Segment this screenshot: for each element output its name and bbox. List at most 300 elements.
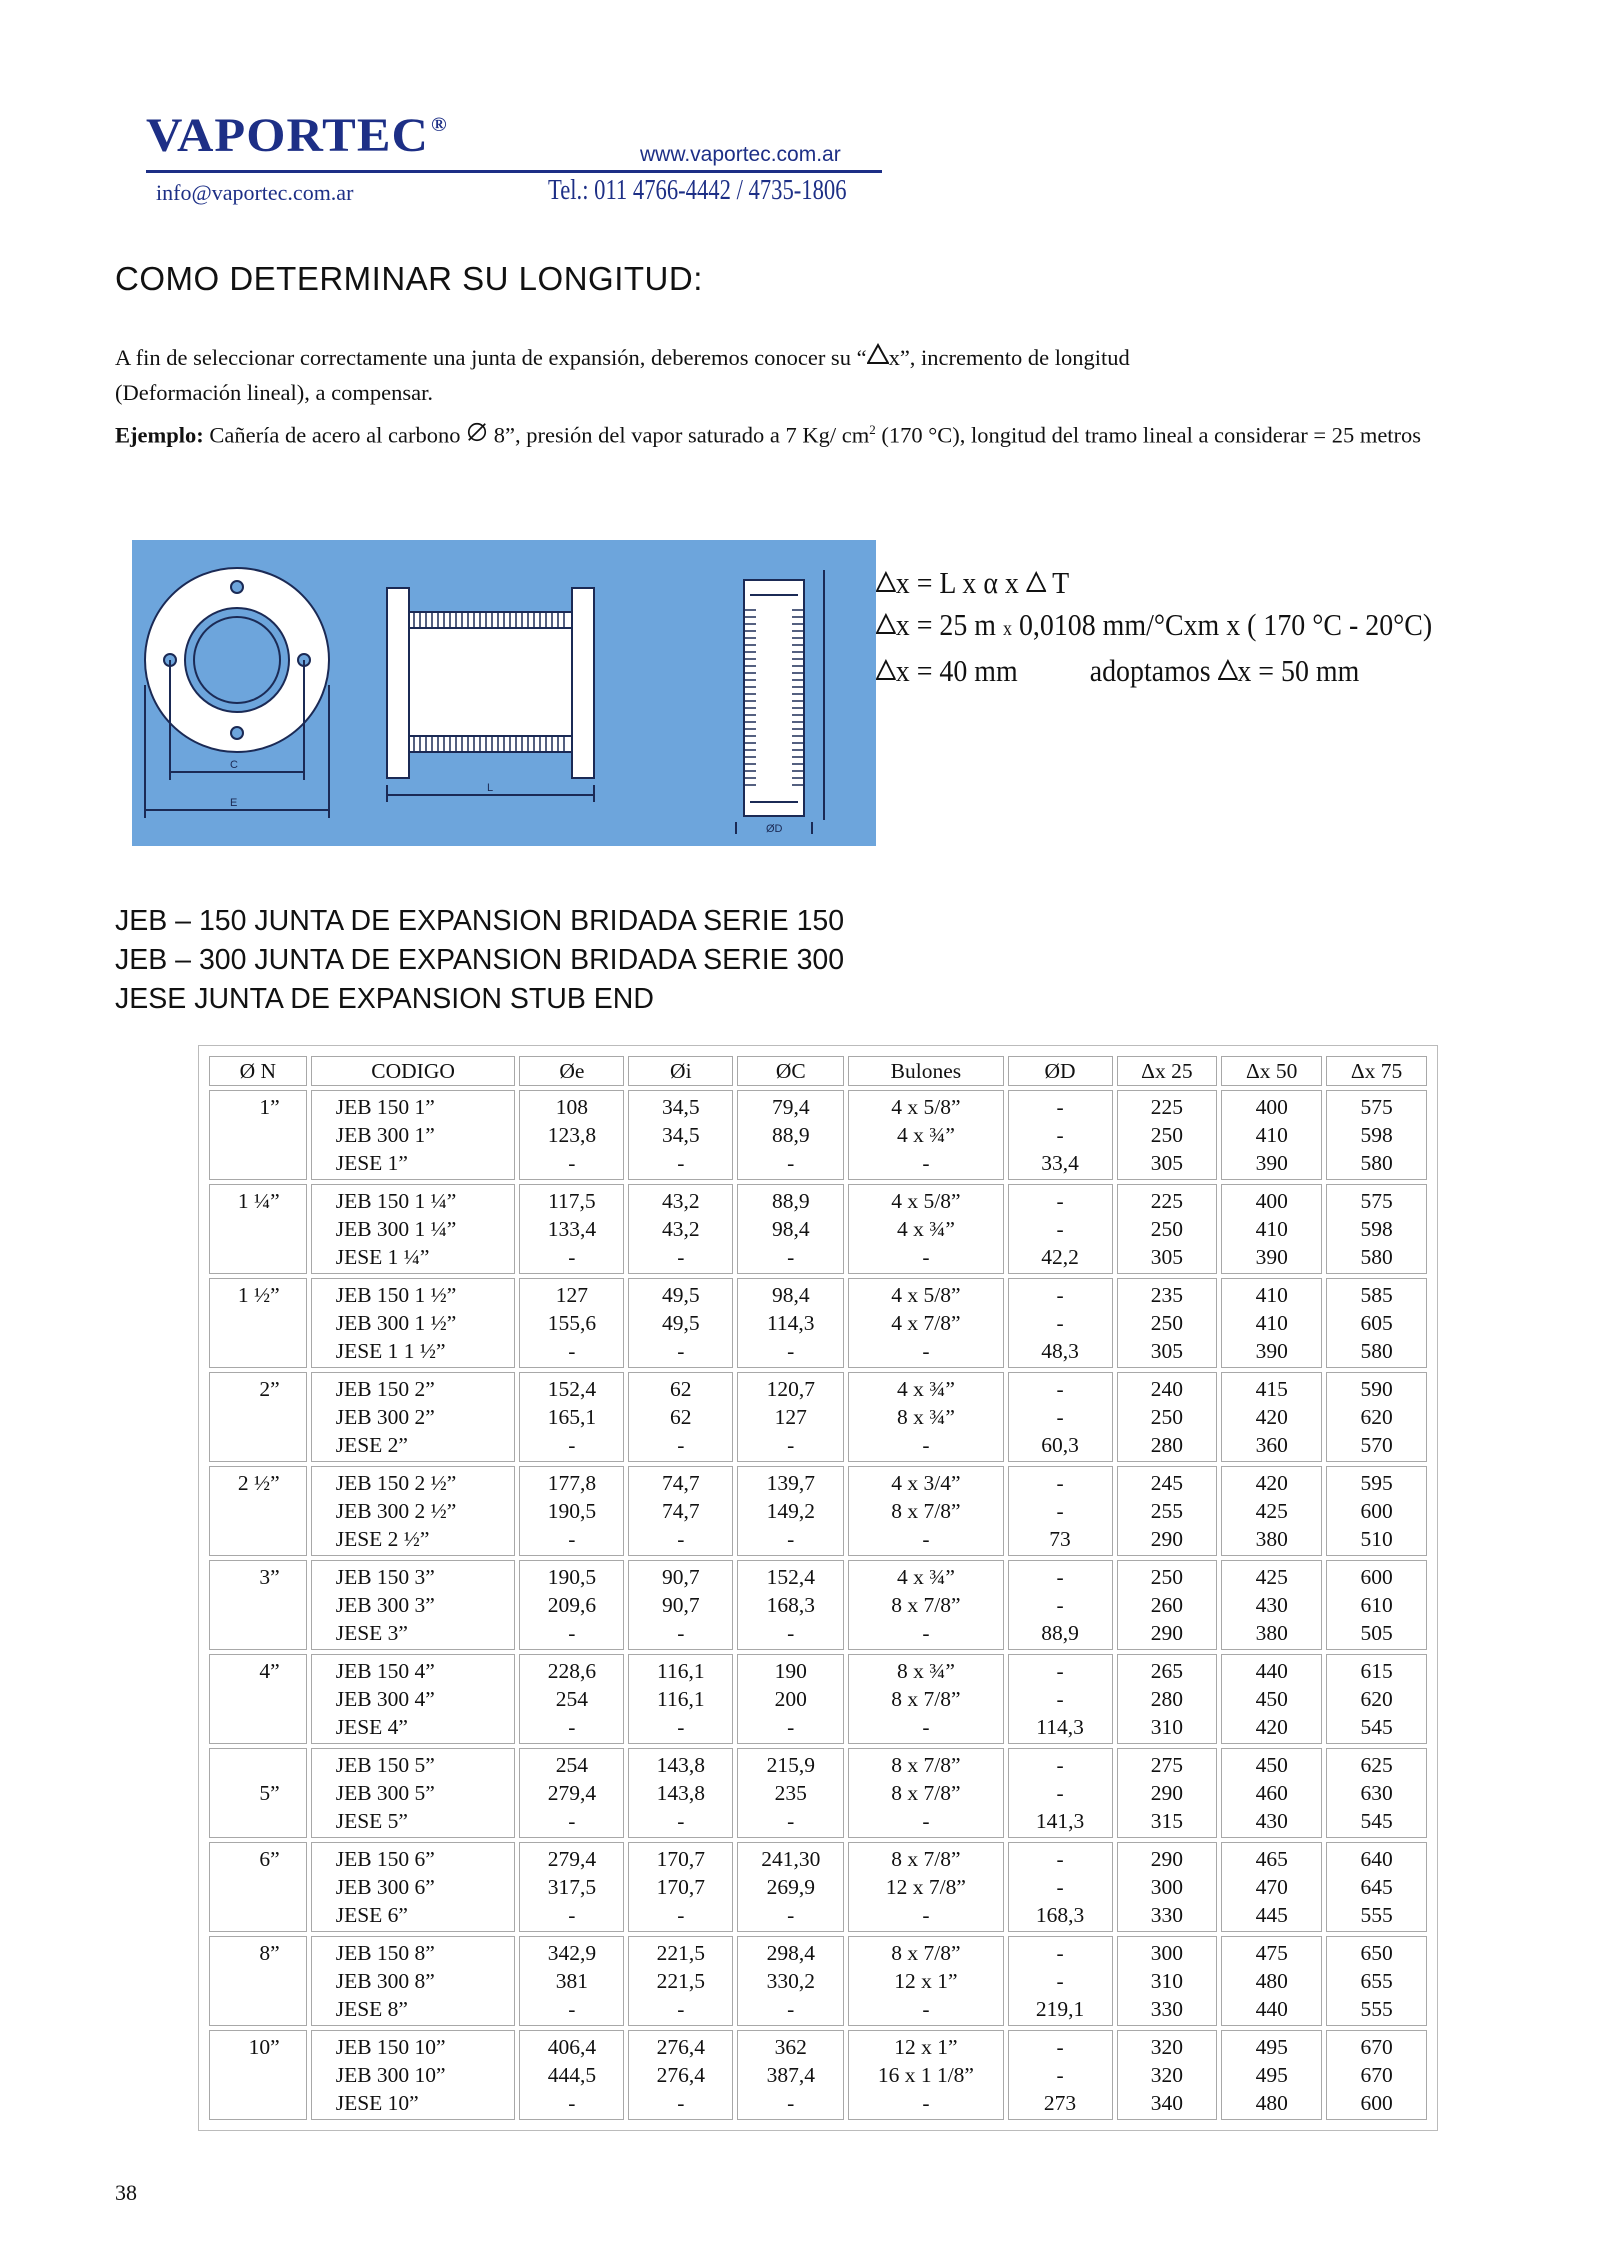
- table-row: [209, 1560, 1427, 1650]
- value-line: 88,9: [1041, 1621, 1079, 1645]
- value-line: 415: [1255, 1377, 1288, 1401]
- example-sup: 2: [869, 422, 876, 437]
- cell-codes: [311, 1090, 516, 1180]
- value-line: 141,3: [1035, 1809, 1085, 1833]
- value-line: -: [568, 1245, 576, 1269]
- value-line: 465: [1255, 1847, 1288, 1871]
- value-line: 580: [1360, 1151, 1393, 1175]
- value-line: -: [1056, 1659, 1064, 1683]
- value-line: 209,6: [547, 1593, 597, 1617]
- cell-oi: [628, 1090, 733, 1180]
- cell-oe: [519, 1466, 624, 1556]
- cell-x25: [1117, 1560, 1218, 1650]
- value-line: -: [568, 1527, 576, 1551]
- formula-line-3: [876, 650, 1432, 692]
- value-line: -: [922, 1151, 930, 1175]
- value-line: 255: [1150, 1499, 1184, 1523]
- cell-oe: [519, 1372, 624, 1462]
- value-line: 34,5: [661, 1095, 700, 1119]
- cell-x75: [1326, 1936, 1427, 2026]
- code-line: JEB 300 2 ½”: [335, 1499, 457, 1523]
- value-line: 4 x 5/8”: [891, 1283, 961, 1307]
- value-line: 570: [1360, 1433, 1393, 1457]
- value-line: 279,4: [547, 1847, 597, 1871]
- value-line: 598: [1360, 1217, 1393, 1241]
- cell-x75: [1326, 1184, 1427, 1274]
- value-line: -: [1056, 1217, 1064, 1241]
- value-line: 240: [1150, 1377, 1184, 1401]
- cell-x50: [1221, 1184, 1322, 1274]
- cell-nominal-size: 2 ½”: [209, 1466, 307, 1556]
- cell-x25: [1117, 1184, 1218, 1274]
- value-line: -: [677, 1339, 685, 1363]
- col-header-bulones: Bulones: [848, 1056, 1003, 1086]
- value-line: -: [1056, 1875, 1064, 1899]
- value-line: -: [677, 1527, 685, 1551]
- table-row: [209, 1842, 1427, 1932]
- value-line: 330,2: [766, 1969, 815, 1993]
- code-line: JEB 150 1”: [335, 1095, 435, 1119]
- value-line: 590: [1360, 1377, 1393, 1401]
- value-line: -: [677, 2091, 685, 2115]
- value-line: 575: [1360, 1095, 1393, 1119]
- cell-oc: [737, 1560, 844, 1650]
- code-line: JEB 300 10”: [335, 2063, 446, 2087]
- value-line: 305: [1150, 1151, 1184, 1175]
- cell-od: [1008, 1466, 1113, 1556]
- cell-x25: [1117, 2030, 1218, 2120]
- value-line: 116,1: [657, 1687, 705, 1711]
- website-link[interactable]: www.vaportec.com.ar: [640, 143, 841, 166]
- value-line: 450: [1255, 1687, 1288, 1711]
- cell-x75: [1326, 1654, 1427, 1744]
- value-line: 317,5: [547, 1875, 597, 1899]
- code-line: JEB 300 2”: [335, 1405, 435, 1429]
- value-line: 200: [774, 1687, 807, 1711]
- value-line: 88,9: [771, 1123, 810, 1147]
- code-line: JESE 2”: [335, 1433, 408, 1457]
- value-line: 430: [1255, 1809, 1288, 1833]
- value-line: 254: [555, 1753, 588, 1777]
- intro-paragraph: [115, 340, 1535, 410]
- cell-oi: [628, 1278, 733, 1368]
- value-line: 545: [1360, 1715, 1393, 1739]
- cell-x25: [1117, 1654, 1218, 1744]
- cell-od: [1008, 1748, 1113, 1838]
- value-line: 8 x 7/8”: [891, 1687, 961, 1711]
- formula-1-b: T: [1045, 565, 1070, 600]
- value-line: 43,2: [661, 1189, 700, 1213]
- cell-x50: [1221, 1466, 1322, 1556]
- value-line: -: [568, 1997, 576, 2021]
- value-line: 260: [1150, 1593, 1184, 1617]
- value-line: 555: [1360, 1997, 1393, 2021]
- value-line: 300: [1150, 1941, 1184, 1965]
- code-line: JEB 150 2”: [335, 1377, 435, 1401]
- drawing-svg: [132, 540, 876, 846]
- dimension-e-label: E: [230, 797, 238, 809]
- value-line: 90,7: [661, 1593, 700, 1617]
- value-line: -: [1056, 1753, 1064, 1777]
- value-line: 114,3: [1036, 1715, 1084, 1739]
- cell-oi: [628, 1842, 733, 1932]
- value-line: 62: [670, 1405, 692, 1429]
- code-line: JESE 6”: [335, 1903, 408, 1927]
- value-line: 305: [1150, 1339, 1184, 1363]
- value-line: 480: [1255, 2091, 1288, 2115]
- cell-nominal-size: 5”: [209, 1748, 307, 1838]
- value-line: 4 x 3/4”: [891, 1471, 961, 1495]
- delta-icon: [876, 659, 896, 681]
- value-line: -: [922, 1621, 930, 1645]
- cell-x50: [1221, 1278, 1322, 1368]
- value-line: 168,3: [1035, 1903, 1085, 1927]
- cell-x25: [1117, 1936, 1218, 2026]
- code-line: JEB 300 1”: [335, 1123, 435, 1147]
- example-text-a: Cañería de acero al carbono: [203, 422, 467, 448]
- formula-2-b: 0,0108 mm/°Cxm x ( 170 °C - 20°C): [1011, 607, 1433, 642]
- expansion-joint-drawing: [132, 540, 876, 846]
- value-line: 640: [1360, 1847, 1393, 1871]
- table-row: [209, 1278, 1427, 1368]
- cell-oi: [628, 1184, 733, 1274]
- value-line: -: [568, 1903, 576, 1927]
- value-line: 60,3: [1041, 1433, 1079, 1457]
- value-line: 120,7: [766, 1377, 815, 1401]
- cell-od: [1008, 2030, 1113, 2120]
- email-link[interactable]: info@vaportec.com.ar: [156, 180, 354, 205]
- table-row: [209, 1090, 1427, 1180]
- cell-x50: [1221, 1372, 1322, 1462]
- value-line: -: [922, 1903, 930, 1927]
- value-line: 575: [1360, 1189, 1393, 1213]
- cell-codes: [311, 1842, 516, 1932]
- value-line: 12 x 1”: [894, 2035, 958, 2059]
- cell-nominal-size: 8”: [209, 1936, 307, 2026]
- cell-x25: [1117, 1842, 1218, 1932]
- value-line: 425: [1255, 1499, 1288, 1523]
- value-line: 387,4: [766, 2063, 815, 2087]
- cell-oc: [737, 1654, 844, 1744]
- value-line: 4 x 5/8”: [891, 1189, 961, 1213]
- cell-bul: [848, 1090, 1003, 1180]
- cell-x25: [1117, 1372, 1218, 1462]
- cell-bul: [848, 1184, 1003, 1274]
- value-line: 600: [1360, 1499, 1393, 1523]
- cell-oc: [737, 1278, 844, 1368]
- value-line: 8 x 7/8”: [891, 1847, 961, 1871]
- value-line: 8 x 7/8”: [891, 1781, 961, 1805]
- code-line: JESE 4”: [335, 1715, 408, 1739]
- value-line: 362: [774, 2035, 807, 2059]
- cell-codes: [311, 2030, 516, 2120]
- value-line: 250: [1150, 1565, 1184, 1589]
- value-line: -: [787, 2091, 795, 2115]
- value-line: 4 x ¾”: [896, 1217, 955, 1241]
- value-line: 219,1: [1035, 1997, 1085, 2021]
- value-line: 410: [1255, 1217, 1288, 1241]
- value-line: 275: [1150, 1753, 1184, 1777]
- code-line: JEB 300 6”: [335, 1875, 435, 1899]
- formula-2-x: x: [1002, 618, 1012, 640]
- value-line: -: [568, 1151, 576, 1175]
- value-line: -: [1056, 2063, 1064, 2087]
- cell-oe: [519, 1936, 624, 2026]
- table-body: [209, 1090, 1427, 2120]
- value-line: 410: [1255, 1123, 1288, 1147]
- value-line: 598: [1360, 1123, 1393, 1147]
- value-line: 241,30: [761, 1847, 821, 1871]
- value-line: -: [1056, 1969, 1064, 1993]
- cell-oc: [737, 1184, 844, 1274]
- value-line: -: [568, 1339, 576, 1363]
- value-line: 445: [1255, 1903, 1288, 1927]
- value-line: -: [1056, 1283, 1064, 1307]
- cell-x25: [1117, 1090, 1218, 1180]
- value-line: 8 x 7/8”: [891, 1753, 961, 1777]
- cell-oc: [737, 1372, 844, 1462]
- value-line: 650: [1360, 1941, 1393, 1965]
- dimensions-table: [205, 1052, 1431, 2124]
- value-line: 8 x 7/8”: [891, 1593, 961, 1617]
- series-jese: JESE JUNTA DE EXPANSION STUB END: [115, 983, 654, 1015]
- value-line: 290: [1150, 1527, 1184, 1551]
- cell-x75: [1326, 1466, 1427, 1556]
- code-line: JEB 300 1 ¼”: [335, 1217, 457, 1241]
- value-line: 117,5: [548, 1189, 596, 1213]
- cell-codes: [311, 1184, 516, 1274]
- cell-oe: [519, 1090, 624, 1180]
- phone-number: Tel.: 011 4766-4442 / 4735-1806: [548, 174, 847, 206]
- cell-nominal-size: 6”: [209, 1842, 307, 1932]
- value-line: 8 x 7/8”: [891, 1941, 961, 1965]
- cell-x50: [1221, 1842, 1322, 1932]
- formula-1-a: x = L x α x: [895, 565, 1026, 600]
- cell-oc: [737, 1748, 844, 1838]
- value-line: 505: [1360, 1621, 1393, 1645]
- value-line: 116,1: [657, 1659, 705, 1683]
- cell-bul: [848, 2030, 1003, 2120]
- value-line: 62: [670, 1377, 692, 1401]
- value-line: 250: [1150, 1123, 1184, 1147]
- value-line: -: [1056, 1405, 1064, 1429]
- cell-codes: [311, 1466, 516, 1556]
- value-line: 300: [1150, 1875, 1184, 1899]
- formula-block: [876, 562, 1432, 692]
- formula-2-a: x = 25 m: [895, 607, 1003, 642]
- value-line: 225: [1150, 1095, 1184, 1119]
- table-row: [209, 1748, 1427, 1838]
- formula-3-c: x = 50 mm: [1237, 653, 1360, 688]
- code-line: JEB 300 3”: [335, 1593, 435, 1617]
- cell-nominal-size: 2”: [209, 1372, 307, 1462]
- cell-bul: [848, 1372, 1003, 1462]
- value-line: 235: [774, 1781, 807, 1805]
- value-line: 390: [1255, 1339, 1288, 1363]
- value-line: 127: [774, 1405, 807, 1429]
- value-line: 4 x ¾”: [896, 1377, 955, 1401]
- value-line: 123,8: [547, 1123, 597, 1147]
- value-line: 381: [555, 1969, 588, 1993]
- cell-nominal-size: 1 ½”: [209, 1278, 307, 1368]
- table-row: [209, 1936, 1427, 2026]
- value-line: -: [677, 1433, 685, 1457]
- code-line: JESE 10”: [335, 2091, 419, 2115]
- code-line: JESE 2 ½”: [335, 1527, 430, 1551]
- value-line: -: [568, 1433, 576, 1457]
- value-line: 43,2: [661, 1217, 700, 1241]
- value-line: 400: [1255, 1095, 1288, 1119]
- value-line: 298,4: [766, 1941, 815, 1965]
- code-line: JESE 1 1 ½”: [335, 1339, 446, 1363]
- value-line: 155,6: [547, 1311, 597, 1335]
- value-line: 133,4: [547, 1217, 597, 1241]
- value-line: 320: [1150, 2063, 1184, 2087]
- value-line: 265: [1150, 1659, 1184, 1683]
- cell-codes: [311, 1560, 516, 1650]
- brand-name: VAPORTEC: [146, 109, 429, 162]
- value-line: -: [787, 1151, 795, 1175]
- value-line: 320: [1150, 2035, 1184, 2059]
- cell-od: [1008, 1560, 1113, 1650]
- cell-nominal-size: 10”: [209, 2030, 307, 2120]
- cell-bul: [848, 1842, 1003, 1932]
- value-line: 600: [1360, 2091, 1393, 2115]
- value-line: -: [677, 1621, 685, 1645]
- code-line: JEB 300 4”: [335, 1687, 435, 1711]
- value-line: 73: [1049, 1527, 1071, 1551]
- series-jeb-150: JEB – 150 JUNTA DE EXPANSION BRIDADA SERIE 150: [115, 905, 845, 937]
- value-line: 290: [1150, 1847, 1184, 1871]
- value-line: 410: [1255, 1311, 1288, 1335]
- cell-oe: [519, 1560, 624, 1650]
- cell-bul: [848, 1654, 1003, 1744]
- value-line: -: [1056, 1781, 1064, 1805]
- cell-od: [1008, 1654, 1113, 1744]
- cell-bul: [848, 1936, 1003, 2026]
- example-label: Ejemplo:: [115, 422, 204, 448]
- value-line: 4 x 5/8”: [891, 1095, 961, 1119]
- cell-bul: [848, 1466, 1003, 1556]
- table-header-row: [209, 1056, 1427, 1086]
- value-line: 221,5: [656, 1969, 705, 1993]
- value-line: 215,9: [766, 1753, 815, 1777]
- value-line: -: [1056, 1565, 1064, 1589]
- registered-mark: ®: [431, 114, 448, 136]
- value-line: 406,4: [547, 2035, 597, 2059]
- value-line: 34,5: [661, 1123, 700, 1147]
- table-row: [209, 1466, 1427, 1556]
- value-line: -: [1056, 1499, 1064, 1523]
- value-line: -: [787, 1997, 795, 2021]
- value-line: -: [1056, 2035, 1064, 2059]
- value-line: -: [677, 1245, 685, 1269]
- value-line: 430: [1255, 1593, 1288, 1617]
- dimensions-table-container: [198, 1045, 1438, 2131]
- formula-3-b: adoptamos: [1089, 653, 1218, 688]
- value-line: 290: [1150, 1621, 1184, 1645]
- value-line: 390: [1255, 1151, 1288, 1175]
- value-line: 177,8: [547, 1471, 597, 1495]
- header-rule: [146, 170, 882, 173]
- value-line: 250: [1150, 1405, 1184, 1429]
- value-line: 400: [1255, 1189, 1288, 1213]
- value-line: 90,7: [661, 1565, 700, 1589]
- code-line: JEB 150 8”: [335, 1941, 435, 1965]
- cell-oc: [737, 2030, 844, 2120]
- cell-oe: [519, 1842, 624, 1932]
- cell-od: [1008, 1372, 1113, 1462]
- value-line: 420: [1255, 1471, 1288, 1495]
- value-line: -: [1056, 1847, 1064, 1871]
- value-line: 610: [1360, 1593, 1393, 1617]
- value-line: 380: [1255, 1621, 1288, 1645]
- value-line: 143,8: [656, 1753, 705, 1777]
- value-line: 450: [1255, 1753, 1288, 1777]
- value-line: 475: [1255, 1941, 1288, 1965]
- value-line: 250: [1150, 1217, 1184, 1241]
- cell-x50: [1221, 1090, 1322, 1180]
- value-line: -: [568, 1621, 576, 1645]
- cell-x25: [1117, 1278, 1218, 1368]
- code-line: JESE 1 ¼”: [335, 1245, 430, 1269]
- cell-codes: [311, 1278, 516, 1368]
- cell-od: [1008, 1936, 1113, 2026]
- col-header-dx25: Δx 25: [1117, 1056, 1218, 1086]
- value-line: 49,5: [661, 1283, 700, 1307]
- cell-oi: [628, 1748, 733, 1838]
- value-line: 310: [1150, 1969, 1184, 1993]
- value-line: 79,4: [771, 1095, 810, 1119]
- cell-x75: [1326, 1278, 1427, 1368]
- value-line: -: [1056, 1123, 1064, 1147]
- value-line: 585: [1360, 1283, 1393, 1307]
- value-line: 315: [1150, 1809, 1184, 1833]
- value-line: 545: [1360, 1809, 1393, 1833]
- cell-oc: [737, 1466, 844, 1556]
- value-line: 165,1: [547, 1405, 597, 1429]
- cell-oi: [628, 1372, 733, 1462]
- code-line: JEB 150 4”: [335, 1659, 435, 1683]
- code-line: JESE 1”: [335, 1151, 408, 1175]
- cell-x75: [1326, 1090, 1427, 1180]
- cell-oi: [628, 1936, 733, 2026]
- page-number: 38: [115, 2180, 137, 2205]
- value-line: 190,5: [547, 1565, 597, 1589]
- page-title: COMO DETERMINAR SU LONGITUD:: [115, 260, 703, 297]
- value-line: 235: [1150, 1283, 1184, 1307]
- value-line: 460: [1255, 1781, 1288, 1805]
- cell-bul: [848, 1560, 1003, 1650]
- formula-line-2: [876, 604, 1432, 650]
- value-line: -: [677, 1997, 685, 2021]
- value-line: -: [922, 2091, 930, 2115]
- value-line: 425: [1255, 1565, 1288, 1589]
- intro-text-a: A fin de seleccionar correctamente una junta de expansión, deberemos conocer su “: [115, 345, 867, 370]
- value-line: -: [1056, 1593, 1064, 1617]
- example-text-b: 8”, presión del vapor saturado a 7 Kg/ cm: [488, 422, 870, 448]
- cell-oe: [519, 1748, 624, 1838]
- code-line: JEB 150 5”: [335, 1753, 435, 1777]
- cell-x50: [1221, 1748, 1322, 1838]
- value-line: 16 x 1 1/8”: [877, 2063, 974, 2087]
- formula-line-1: [876, 562, 1432, 604]
- value-line: 170,7: [656, 1847, 705, 1871]
- value-line: 440: [1255, 1659, 1288, 1683]
- value-line: 170,7: [656, 1875, 705, 1899]
- code-line: JESE 5”: [335, 1809, 408, 1833]
- value-line: 12 x 7/8”: [885, 1875, 966, 1899]
